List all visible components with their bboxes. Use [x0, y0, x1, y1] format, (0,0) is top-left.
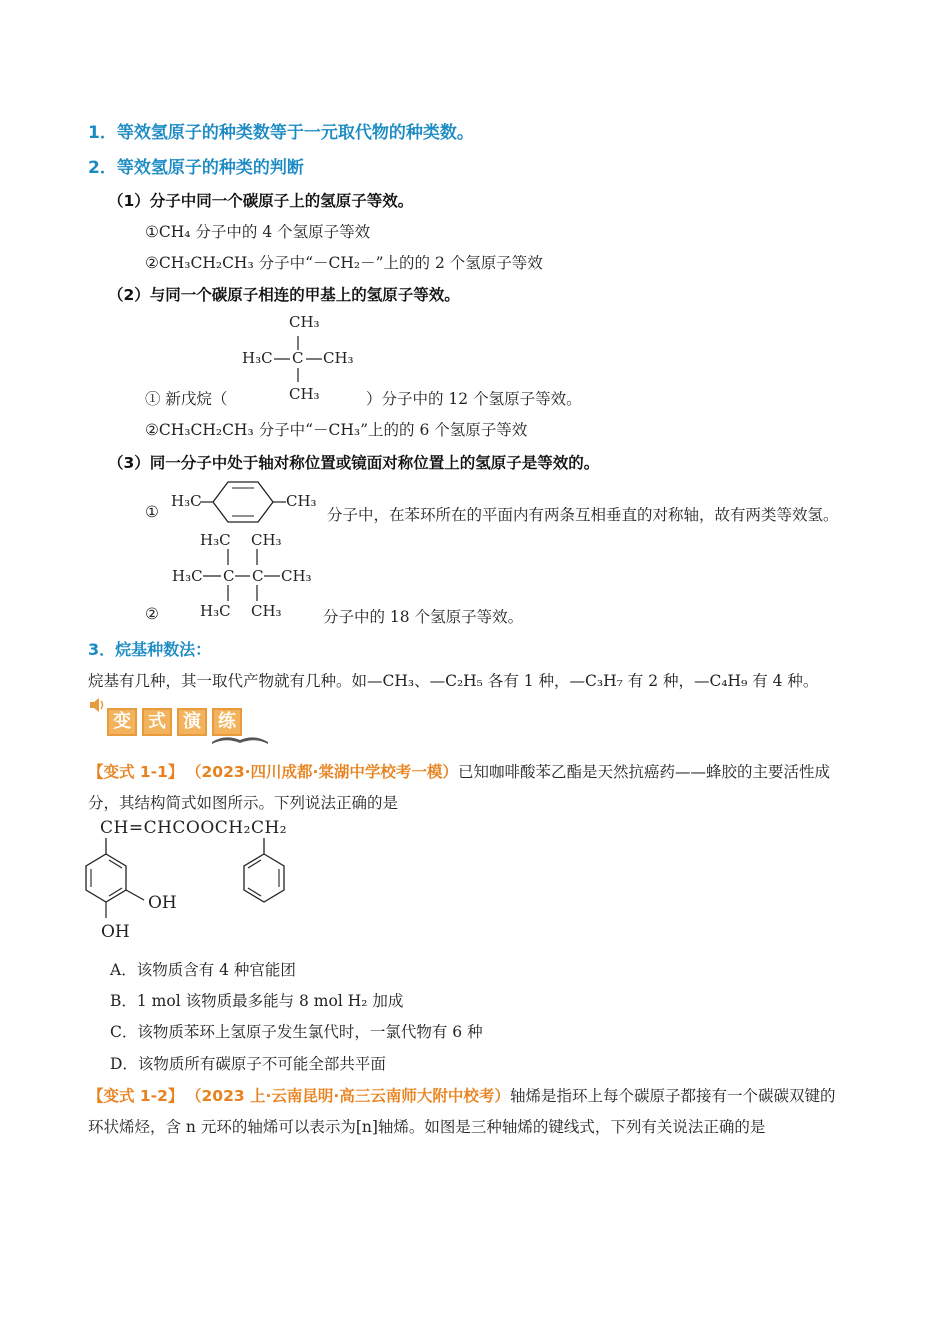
q1-source: （2023·四川成都·棠湖中学校考一模） — [186, 763, 458, 781]
banner-char-2: 式 — [142, 708, 172, 736]
section3-body: 烷基有几种，其一取代产物就有几种。如—CH₃、—C₂H₅ 各有 1 种，—C₃H₇ 有 2 种，—C₄H₉ 有 4 种。 — [88, 672, 819, 690]
q1-oh-meta: OH — [148, 893, 177, 913]
q1-option-b[interactable]: B．1 mol 该物质最多能与 8 mol H₂ 加成 — [110, 992, 404, 1010]
hme-mid-left: H₃C — [172, 567, 203, 585]
hme-bottom-left: H₃C — [200, 602, 231, 620]
hme-top-right: CH₃ — [251, 531, 282, 549]
section3-title: 3．烷基种数法： — [88, 640, 212, 659]
q1-stem-line2: 分，其结构简式如图所示。下列说法正确的是 — [88, 794, 399, 812]
rule3-example2-marker: ② — [145, 605, 159, 623]
q1-tag: 【变式 1-1】 — [88, 763, 184, 781]
neopentane-left-h3c: H₃C — [242, 349, 273, 367]
banner-char-1: 变 — [107, 708, 137, 736]
q2-stem-line2: 环状烯烃，含 n 元环的轴烯可以表示为[n]轴烯。如图是三种轴烯的键线式，下列有关说法正确的是 — [88, 1118, 766, 1136]
hme-top-left: H₃C — [200, 531, 231, 549]
q1-rings — [80, 838, 300, 928]
rule2-example1-prefix: ① 新戊烷（ — [145, 390, 228, 408]
q1-side-chain: CH=CHCOOCH₂CH₂ — [100, 818, 288, 838]
hme-bottom-right: CH₃ — [251, 602, 282, 620]
q2-source: （2023 上·云南昆明·高三云南师大附中校考） — [186, 1087, 510, 1105]
hme-mid-right: CH₃ — [281, 567, 312, 585]
p-xylene-right-ch3: CH₃ — [286, 492, 317, 510]
neopentane-center-c: C — [292, 349, 304, 367]
section1-title: 1．等效氢原子的种类数等于一元取代物的种类数。 — [88, 123, 474, 143]
rule3-example1-text: 分子中，在苯环所在的平面内有两条互相垂直的对称轴，故有两类等效氢。 — [327, 506, 839, 524]
q1-stem-line1: 已知咖啡酸苯乙酯是天然抗癌药——蜂胶的主要活性成 — [458, 763, 831, 781]
rule3-title: （3）同一分子中处于轴对称位置或镜面对称位置上的氢原子是等效的。 — [108, 454, 600, 472]
rule2-example2: ②CH₃CH₂CH₃ 分子中“－CH₃”上的的 6 个氢原子等效 — [145, 421, 528, 439]
rule1-title: （1）分子中同一个碳原子上的氢原子等效。 — [108, 192, 414, 210]
q2-stem-line1: 轴烯是指环上每个碳原子都接有一个碳碳双键的 — [510, 1087, 836, 1105]
rule3-example1-marker: ① — [145, 503, 159, 521]
q2-tag: 【变式 1-2】 — [88, 1087, 184, 1105]
rule1-example2: ②CH₃CH₂CH₃ 分子中“－CH₂－”上的的 2 个氢原子等效 — [145, 254, 543, 272]
neopentane-bottom-ch3: CH₃ — [289, 385, 320, 403]
q1-option-c[interactable]: C．该物质苯环上氢原子发生氯代时，一氯代物有 6 种 — [110, 1023, 483, 1041]
q1-oh-para: OH — [101, 922, 130, 942]
q1-option-a[interactable]: A．该物质含有 4 种官能团 — [110, 961, 296, 979]
banner-char-4: 练 — [212, 708, 242, 736]
rule3-example2-text: 分子中的 18 个氢原子等效。 — [323, 608, 524, 626]
hme-carbon-2: C — [252, 567, 264, 585]
speaker-icon — [88, 696, 106, 714]
hme-carbon-1: C — [223, 567, 235, 585]
section2-title: 2．等效氢原子的种类的判断 — [88, 158, 304, 178]
q1-option-d[interactable]: D．该物质所有碳原子不可能全部共平面 — [110, 1055, 386, 1073]
p-xylene-left-h3c: H₃C — [171, 492, 202, 510]
rule2-example1-suffix: ）分子中的 12 个氢原子等效。 — [366, 390, 582, 408]
rule1-example1: ①CH₄ 分子中的 4 个氢原子等效 — [145, 223, 371, 241]
p-xylene-ring — [200, 478, 290, 526]
banner-char-3: 演 — [177, 708, 207, 736]
neopentane-top-ch3: CH₃ — [289, 313, 320, 331]
neopentane-right-ch3: CH₃ — [323, 349, 354, 367]
book-icon — [210, 732, 270, 746]
rule2-title: （2）与同一个碳原子相连的甲基上的氢原子等效。 — [108, 286, 460, 304]
